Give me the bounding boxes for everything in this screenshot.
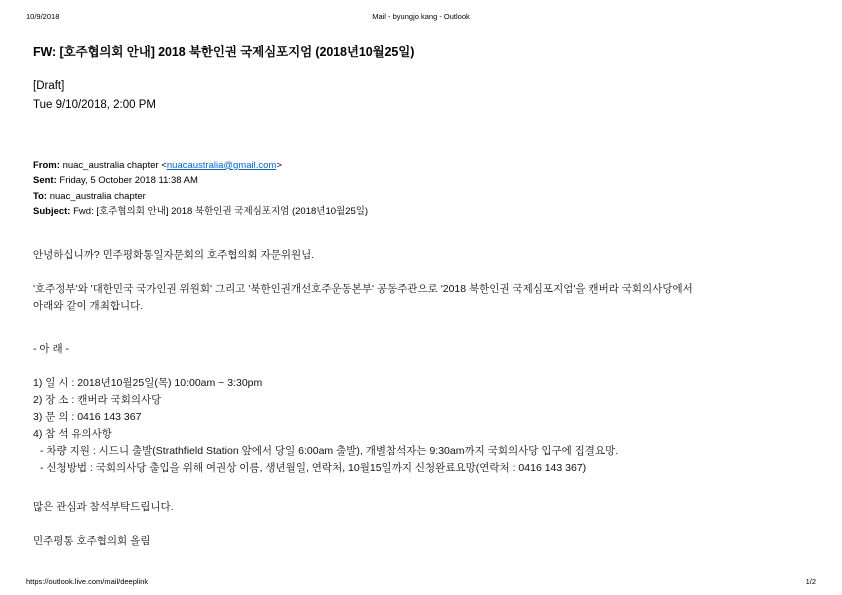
quoted-to-row	[33, 189, 813, 204]
body-item: 1) 일 시 : 2018년10월25일(목) 10:00am ~ 3:30pm	[33, 377, 263, 390]
body-item: 3) 문 의 : 0416 143 367	[33, 411, 142, 424]
print-date: 10/9/2018	[26, 12, 60, 21]
email-datetime: Tue 9/10/2018, 2:00 PM	[33, 98, 156, 111]
body-closing-1: 많은 관심과 참석부탁드립니다.	[33, 501, 174, 514]
from-label: From:	[33, 159, 60, 171]
print-page-number: 1/2	[805, 577, 816, 586]
subject-label: Subject:	[33, 205, 71, 217]
body-greeting: 안녕하십니까? 민주평화통일자문회의 호주협의회 자문위원님.	[33, 249, 315, 262]
from-value-end: >	[276, 159, 282, 171]
email-subject: FW: [호주협의회 안내] 2018 북한인권 국제심포지엄 (2018년10월25일)	[33, 45, 415, 59]
print-header	[0, 12, 842, 26]
body-intro-line-1: '호주정부'와 '대한민국 국가인권 위원회' 그리고 '북한인권개선호주운동본부' 공동주관으로 '2018 북한인권 국제심포지엄'을 캔버라 국회의사당에서	[33, 283, 693, 296]
quoted-message-header	[33, 158, 813, 220]
sent-label: Sent:	[33, 175, 57, 187]
sent-value: Friday, 5 October 2018 11:38 AM	[59, 175, 198, 187]
subject-value: Fwd: [호주협의회 안내] 2018 북한인권 국제심포지엄 (2018년10월25일)	[73, 205, 369, 217]
quoted-sent-row	[33, 173, 813, 188]
from-email-link[interactable]: nuacaustralia@gmail.com	[166, 159, 277, 171]
to-value: nuac_australia chapter	[49, 190, 146, 202]
to-label: To:	[33, 190, 48, 202]
from-value: nuac_australia chapter <	[62, 159, 167, 171]
body-divider: - 아 래 -	[33, 343, 70, 356]
quoted-from-row	[33, 158, 813, 173]
body-intro-line-2: 아래와 같이 개최합니다.	[33, 300, 144, 313]
print-document-title: Mail - byungjo kang - Outlook	[372, 12, 470, 21]
body-item: 4) 참 석 유의사항	[33, 428, 112, 441]
body-subitem: - 차량 지원 : 시드니 출발(Strathfield Station 앞에서 당일 6:00am 출발), 개별참석자는 9:30am까지 국회의사당 입구에 집결요망.	[40, 445, 619, 458]
draft-status: [Draft]	[33, 80, 65, 93]
body-subitem: - 신청방법 : 국회의사당 출입을 위해 여권상 이름, 생년월일, 연락처, 10월15일까지 신청완료요망(연락처 : 0416 143 367)	[40, 462, 587, 475]
email-meta	[33, 78, 813, 114]
body-item: 2) 장 소 : 캔버라 국회의사당	[33, 394, 162, 407]
body-closing-2: 민주평통 호주협의회 올림	[33, 535, 151, 548]
email-content	[33, 44, 813, 550]
quoted-subject-row	[33, 204, 813, 219]
email-body	[33, 247, 813, 550]
print-source-url: https://outlook.live.com/mail/deeplink	[26, 577, 149, 586]
